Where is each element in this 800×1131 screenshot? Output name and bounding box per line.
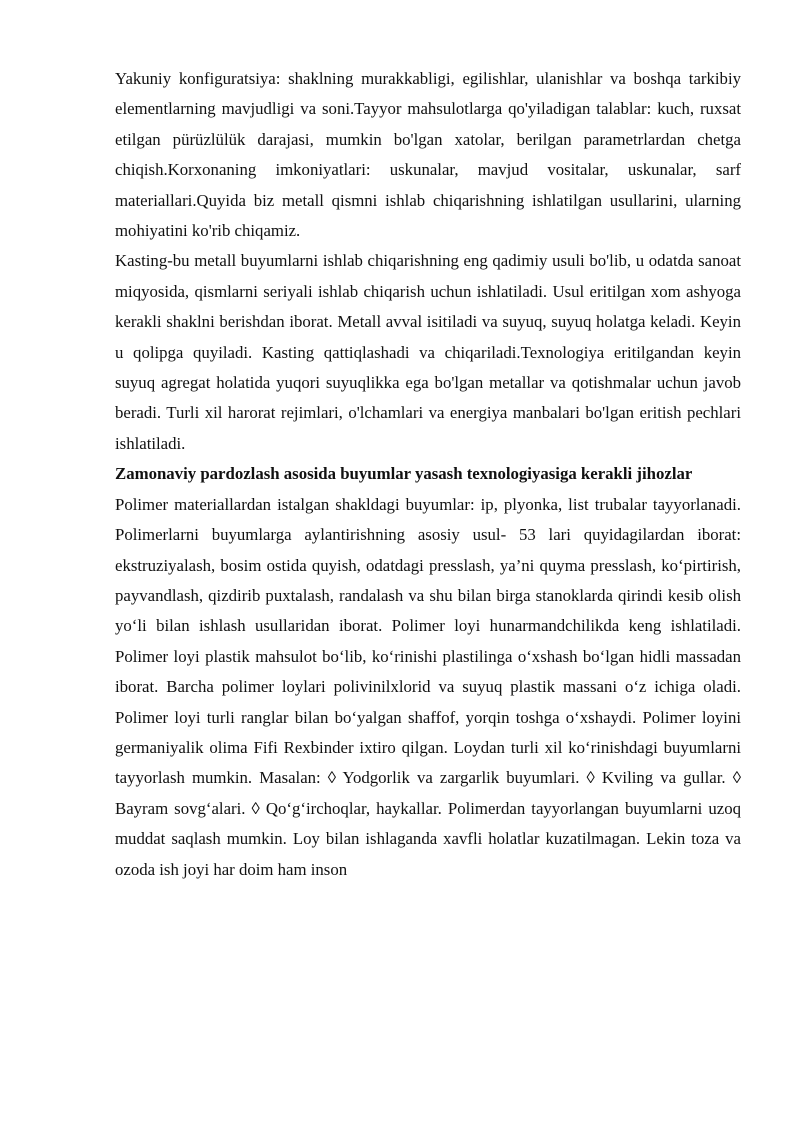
paragraph-polymer-materials: Polimer materiallardan istalgan shakldagi buyumlar: ip, plyonka, list trubalar tayyorlanadi. Polimerlarni buyumlarga aylantirishning asosiy usul- 53 lari quyidagilardan iborat: ekstruziyalash, bosim ostida quyish, odatdagi presslash, ya’ni quyma presslash, ko‘pirtirish, payvandlash, qizdirib puxtalash, randalash va shu bilan birga stanoklarda qirindi kesib olish yo‘li bilan ishlash usullaridan iborat. Polimer loyi hunarmandchilikda keng ishlatiladi. Polimer loyi plastik mahsulot bo‘lib, ko‘rinishi plastilinga o‘xshash bo‘lgan hidli massadan iborat. Barcha polimer loylari polivinilxlorid va suyuq plastik massani o‘z ichiga oladi. Polimer loyi turli ranglar bilan bo‘yalgan shaffof, yorqin toshga o‘xshaydi. Polimer loyini germaniyalik olima Fifi Rexbinder ixtiro qilgan. Loydan turli xil ko‘rinishdagi buyumlarni tayyorlash mumkin. Masalan: ◊ Yodgorlik va zargarlik buyumlari. ◊ Kviling va gullar. ◊ Bayram sovg‘alari. ◊ Qo‘g‘irchoqlar, haykallar. Polimerdan tayyorlangan buyumlarni uzoq muddat saqlash mumkin. Loy bilan ishlaganda xavfli holatlar kuzatilmagan. Lekin toza va ozoda ish joyi har doim ham inson <box>115 494 741 879</box>
paragraph-final-configuration: Yakuniy konfiguratsiya: shaklning murakkabligi, egilishlar, ulanishlar va boshqa tarkibiy elementlarning mavjudligi va soni.Tayyor mahsulotlarga qo'yiladigan talablar: kuch, ruxsat etilgan pürüzlülük darajasi, mumkin bo'lgan xatolar, berilgan parametrlardan chetga chiqish.Korxonaning imkoniyatlari: uskunalar, mavjud vositalar, uskunalar, sarf materiallari.Quyida biz metall qismni ishlab chiqarishning ishlatilgan usullarini, ularning mohiyatini ko'rib chiqamiz. <box>115 69 741 241</box>
paragraph-casting: Kasting-bu metall buyumlarni ishlab chiqarishning eng qadimiy usuli bo'lib, u odatda sanoat miqyosida, qismlarni seriyali ishlab chiqarish uchun ishlatiladi. Usul eritilgan xom ashyoga kerakli shaklni berishdan iborat. Metall avval isitiladi va suyuq, suyuq holatga keladi. Keyin u qolipga quyiladi. Kasting qattiqlashadi va chiqariladi.Texnologiya eritilgandan keyin suyuq agregat holatida yuqori suyuqlikka ega bo'lgan metallar va qotishmalar uchun javob beradi. Turli xil harorat rejimlari, o'lchamlari va energiya manbalari bo'lgan eritish pechlari ishlatiladi. <box>115 251 741 453</box>
document-page <box>115 64 741 885</box>
section-heading: Zamonaviy pardozlash asosida buyumlar yasash texnologiyasiga kerakli jihozlar <box>115 464 693 484</box>
